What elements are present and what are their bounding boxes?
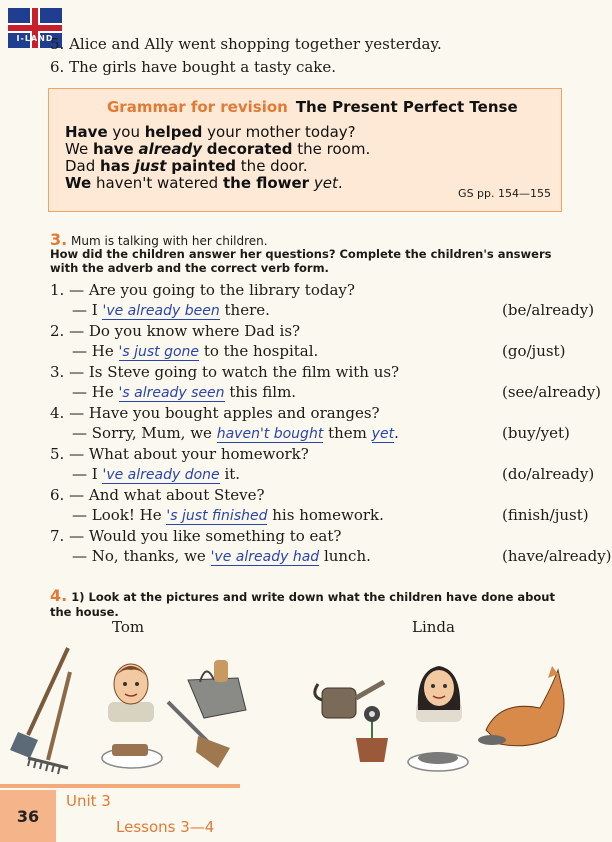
fish-plate-icon: [408, 752, 468, 771]
cat-icon: [478, 666, 564, 746]
hint-6: (finish/just): [502, 506, 589, 524]
logo-text: I-LAND: [16, 34, 54, 43]
grammar-example-4: We haven't watered the flower yet.: [65, 174, 343, 192]
grammar-box: [48, 88, 562, 212]
answer-fill-4[interactable]: haven't bought: [216, 426, 324, 442]
ex3-number: 3.: [50, 230, 68, 249]
flower-pot-icon: [356, 706, 388, 762]
ex4-instruction-block: [50, 586, 566, 619]
question-6: 6. — And what about Steve?: [50, 486, 265, 504]
answer-1: — I 've already been there.: [72, 301, 270, 319]
shopping-bag-icon: [188, 660, 246, 718]
lessons-label: Lessons 3—4: [116, 818, 215, 836]
hint-4: (buy/yet): [502, 424, 570, 442]
answer-fill-7[interactable]: 've already had: [210, 549, 320, 565]
plate-icon: [102, 744, 162, 768]
hint-3: (see/already): [502, 383, 602, 401]
answer-7: — No, thanks, we 've already had lunch.: [72, 547, 371, 565]
question-1: 1. — Are you going to the library today?: [50, 281, 355, 299]
grammar-topic: The Present Perfect Tense: [295, 98, 518, 116]
hint-7: (have/already): [502, 547, 612, 565]
footer-divider: [0, 784, 240, 788]
ex3-intro: Mum is talking with her children.: [71, 234, 268, 248]
answer-4: — Sorry, Mum, we haven't bought them yet.: [72, 424, 399, 442]
answer-2: — He 's just gone to the hospital.: [72, 342, 319, 360]
grammar-title: [107, 98, 518, 116]
tom-portrait: [108, 664, 154, 722]
grammar-heading: Grammar for revision: [107, 98, 288, 116]
sentence-5: 5. Alice and Ally went shopping together yesterday.: [50, 35, 442, 53]
answer-fill-2[interactable]: 's just gone: [118, 344, 200, 360]
grammar-example-1: Have you helped your mother today?: [65, 123, 356, 141]
answer-fill-6[interactable]: 's just finished: [166, 508, 268, 524]
hint-5: (do/already): [502, 465, 595, 483]
grammar-example-3: Dad has just painted the door.: [65, 157, 308, 175]
name-tom: Tom: [112, 618, 145, 636]
grammar-reference: GS pp. 154—155: [458, 187, 551, 200]
answer-fill-1[interactable]: 've already been: [102, 303, 220, 319]
linda-portrait: [416, 666, 462, 722]
question-5: 5. — What about your homework?: [50, 445, 309, 463]
page-number: 36: [0, 790, 56, 842]
name-linda: Linda: [412, 618, 455, 636]
answer-fill-3[interactable]: 's already seen: [118, 385, 225, 401]
answer-fill-5[interactable]: 've already done: [102, 467, 220, 483]
question-7: 7. — Would you like something to eat?: [50, 527, 342, 545]
question-2: 2. — Do you know where Dad is?: [50, 322, 301, 340]
answer-fill-4b[interactable]: yet: [371, 426, 395, 442]
ex4-instruction: 1) Look at the pictures and write down what the children have done about the house.: [50, 590, 555, 619]
hint-2: (go/just): [502, 342, 566, 360]
answer-5: — I 've already done it.: [72, 465, 241, 483]
chores-illustration: [0, 640, 581, 785]
spade-icon: [10, 648, 68, 758]
ex3-instruction: How did the children answer her questions? Complete the children's answers with the adverb and the correct verb form.: [50, 247, 552, 275]
grammar-example-2: We have already decorated the room.: [65, 140, 371, 158]
unit-label: Unit 3: [66, 792, 111, 810]
hint-1: (be/already): [502, 301, 595, 319]
answer-3: — He 's already seen this film.: [72, 383, 297, 401]
sentence-6: 6. The girls have bought a tasty cake.: [50, 58, 337, 76]
question-3: 3. — Is Steve going to watch the film with us?: [50, 363, 400, 381]
question-4: 4. — Have you bought apples and oranges?: [50, 404, 380, 422]
answer-6: — Look! He 's just finished his homework.: [72, 506, 384, 524]
ex4-number: 4.: [50, 586, 68, 605]
